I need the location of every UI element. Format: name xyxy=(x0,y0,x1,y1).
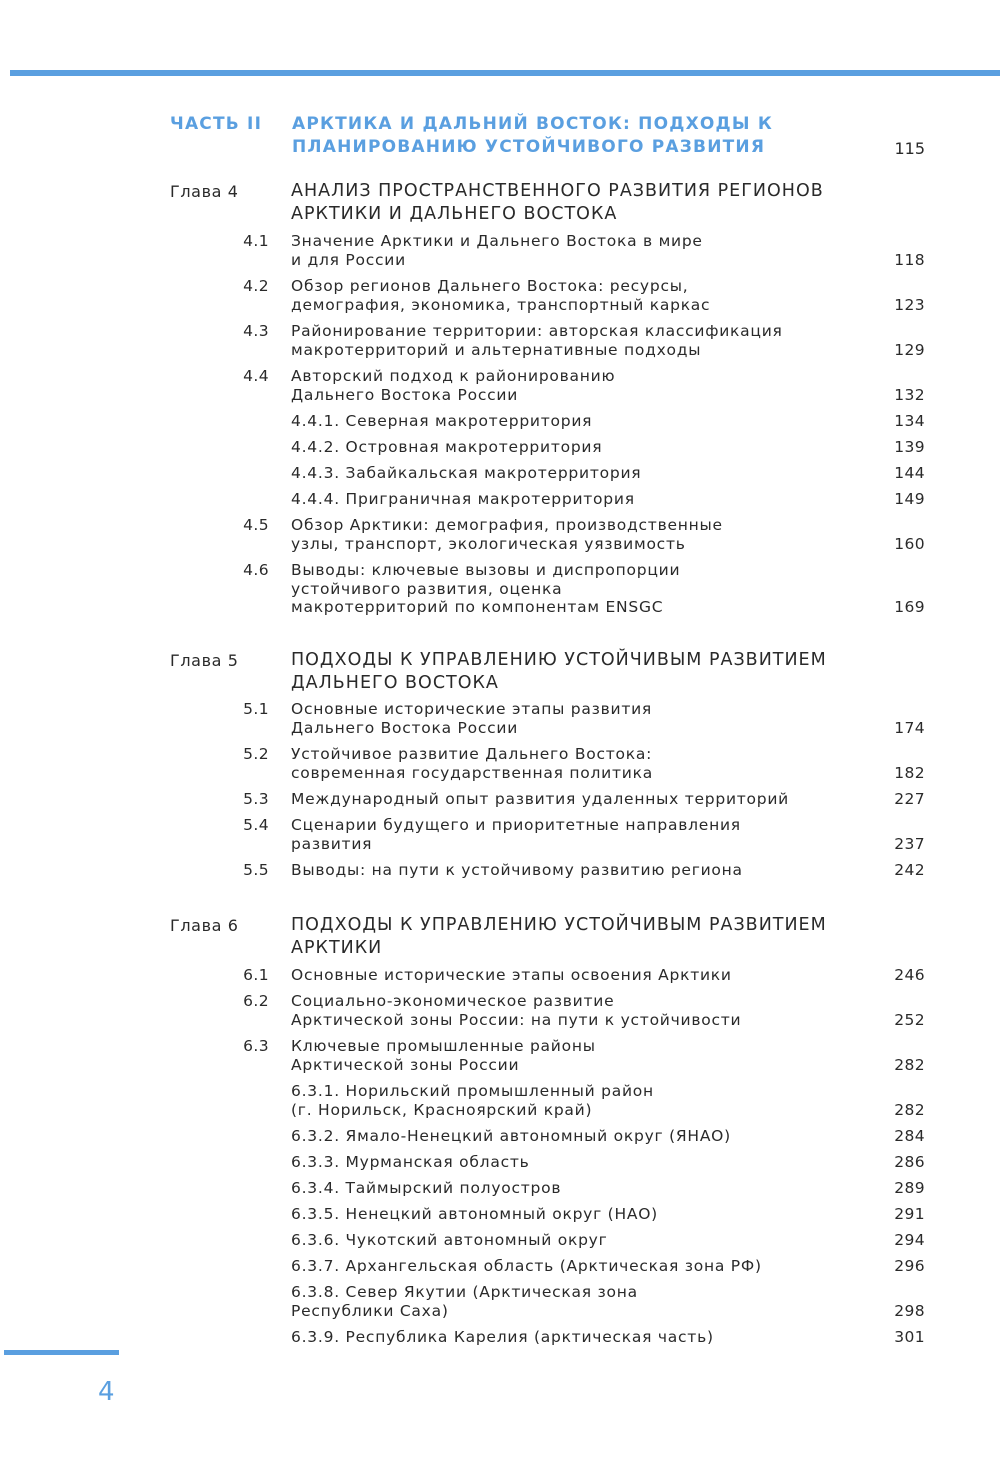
section-page-number: 286 xyxy=(894,1153,925,1171)
section-page-number: 134 xyxy=(894,412,925,430)
section-title: Устойчивое развитие Дальнего Востока: современная государственная политика xyxy=(291,745,653,782)
section-page-number: 129 xyxy=(894,340,925,359)
chapter-label: Глава 5 xyxy=(170,651,239,670)
bottom-divider xyxy=(4,1350,119,1355)
section-number: 4.4 xyxy=(243,367,269,385)
part-label: ЧАСТЬ II xyxy=(170,114,263,134)
section-page-number: 182 xyxy=(894,763,925,782)
section-number: 6.3 xyxy=(243,1037,269,1055)
section-title: Выводы: ключевые вызовы и диспропорции устойчивого развития, оценка макротерриторий по компонентам ENSGC xyxy=(291,561,681,616)
section-title: 6.3.8. Север Якутии (Арктическая зона Республики Саха) xyxy=(291,1283,638,1320)
section-page-number: 252 xyxy=(894,1010,925,1029)
section-title: Районирование территории: авторская классификация макротерриторий и альтернативные подходы xyxy=(291,322,783,359)
chapter-title: ПОДХОДЫ К УПРАВЛЕНИЮ УСТОЙЧИВЫМ РАЗВИТИЕМ АРКТИКИ xyxy=(291,915,827,958)
part-heading xyxy=(0,113,1000,161)
section-page-number: 144 xyxy=(894,464,925,482)
section-page-number: 291 xyxy=(894,1205,925,1223)
section-title: 6.3.5. Ненецкий автономный округ (НАО) xyxy=(291,1205,658,1223)
section-number: 5.1 xyxy=(243,700,269,718)
part-page-number: 115 xyxy=(894,139,925,158)
section-page-number: 282 xyxy=(894,1100,925,1119)
part-title: АРКТИКА И ДАЛЬНИЙ ВОСТОК: ПОДХОДЫ К ПЛАНИРОВАНИЮ УСТОЙЧИВОГО РАЗВИТИЯ xyxy=(292,114,773,157)
section-title: Значение Арктики и Дальнего Востока в мире и для России xyxy=(291,232,703,269)
section-title: Международный опыт развития удаленных территорий xyxy=(291,790,790,808)
section-page-number: 139 xyxy=(894,438,925,456)
section-number: 4.2 xyxy=(243,277,269,295)
top-divider xyxy=(10,70,1000,76)
section-title: Ключевые промышленные районы Арктической зоны России xyxy=(291,1037,596,1074)
section-page-number: 284 xyxy=(894,1127,925,1145)
chapter-title: ПОДХОДЫ К УПРАВЛЕНИЮ УСТОЙЧИВЫМ РАЗВИТИЕМ ДАЛЬНЕГО ВОСТОКА xyxy=(291,650,827,693)
section-page-number: 132 xyxy=(894,385,925,404)
section-title: 6.3.9. Республика Карелия (арктическая часть) xyxy=(291,1328,714,1346)
section-title: 6.3.2. Ямало-Ненецкий автономный округ (ЯНАО) xyxy=(291,1127,731,1145)
chapter-title: АНАЛИЗ ПРОСТРАНСТВЕННОГО РАЗВИТИЯ РЕГИОНОВ АРКТИКИ И ДАЛЬНЕГО ВОСТОКА xyxy=(291,181,824,224)
section-title: 6.3.3. Мурманская область xyxy=(291,1153,530,1171)
section-number: 4.1 xyxy=(243,232,269,250)
chapter-label: Глава 6 xyxy=(170,916,239,935)
section-title: Выводы: на пути к устойчивому развитию региона xyxy=(291,861,743,879)
section-number: 5.5 xyxy=(243,861,269,879)
section-title: Основные исторические этапы развития Дальнего Востока России xyxy=(291,700,652,737)
section-number: 5.2 xyxy=(243,745,269,763)
section-title: 6.3.6. Чукотский автономный округ xyxy=(291,1231,608,1249)
section-page-number: 227 xyxy=(894,790,925,808)
section-title: 4.4.3. Забайкальская макротерритория xyxy=(291,464,642,482)
section-title: 6.3.1. Норильский промышленный район (г. Норильск, Красноярский край) xyxy=(291,1082,654,1119)
section-page-number: 242 xyxy=(894,861,925,879)
section-number: 4.5 xyxy=(243,516,269,534)
section-page-number: 237 xyxy=(894,834,925,853)
section-number: 5.4 xyxy=(243,816,269,834)
page-number: 4 xyxy=(98,1377,115,1407)
section-page-number: 118 xyxy=(894,250,925,269)
section-page-number: 246 xyxy=(894,966,925,984)
section-page-number: 289 xyxy=(894,1179,925,1197)
section-page-number: 282 xyxy=(894,1055,925,1074)
section-title: 4.4.2. Островная макротерритория xyxy=(291,438,603,456)
section-title: 6.3.4. Таймырский полуостров xyxy=(291,1179,562,1197)
section-title: Обзор регионов Дальнего Востока: ресурсы, демография, экономика, транспортный каркас xyxy=(291,277,711,314)
section-page-number: 160 xyxy=(894,534,925,553)
section-page-number: 174 xyxy=(894,718,925,737)
section-title: 4.4.4. Приграничная макротерритория xyxy=(291,490,635,508)
section-title: 4.4.1. Северная макротерритория xyxy=(291,412,593,430)
section-page-number: 169 xyxy=(894,598,925,616)
section-page-number: 301 xyxy=(894,1328,925,1346)
section-number: 4.6 xyxy=(243,561,269,579)
section-page-number: 149 xyxy=(894,490,925,508)
section-title: Социально-экономическое развитие Арктической зоны России: на пути к устойчивости xyxy=(291,992,742,1029)
chapter-label: Глава 4 xyxy=(170,182,239,201)
section-number: 4.3 xyxy=(243,322,269,340)
section-page-number: 296 xyxy=(894,1257,925,1275)
section-page-number: 123 xyxy=(894,295,925,314)
section-page-number: 298 xyxy=(894,1301,925,1320)
section-number: 6.2 xyxy=(243,992,269,1010)
section-title: 6.3.7. Архангельская область (Арктическая зона РФ) xyxy=(291,1257,762,1275)
section-title: Авторский подход к районированию Дальнего Востока России xyxy=(291,367,616,404)
section-page-number: 294 xyxy=(894,1231,925,1249)
section-title: Обзор Арктики: демография, производственные узлы, транспорт, экологическая уязвимость xyxy=(291,516,723,553)
section-title: Основные исторические этапы освоения Арктики xyxy=(291,966,732,984)
section-number: 5.3 xyxy=(243,790,269,808)
section-title: Сценарии будущего и приоритетные направления развития xyxy=(291,816,741,853)
section-number: 6.1 xyxy=(243,966,269,984)
